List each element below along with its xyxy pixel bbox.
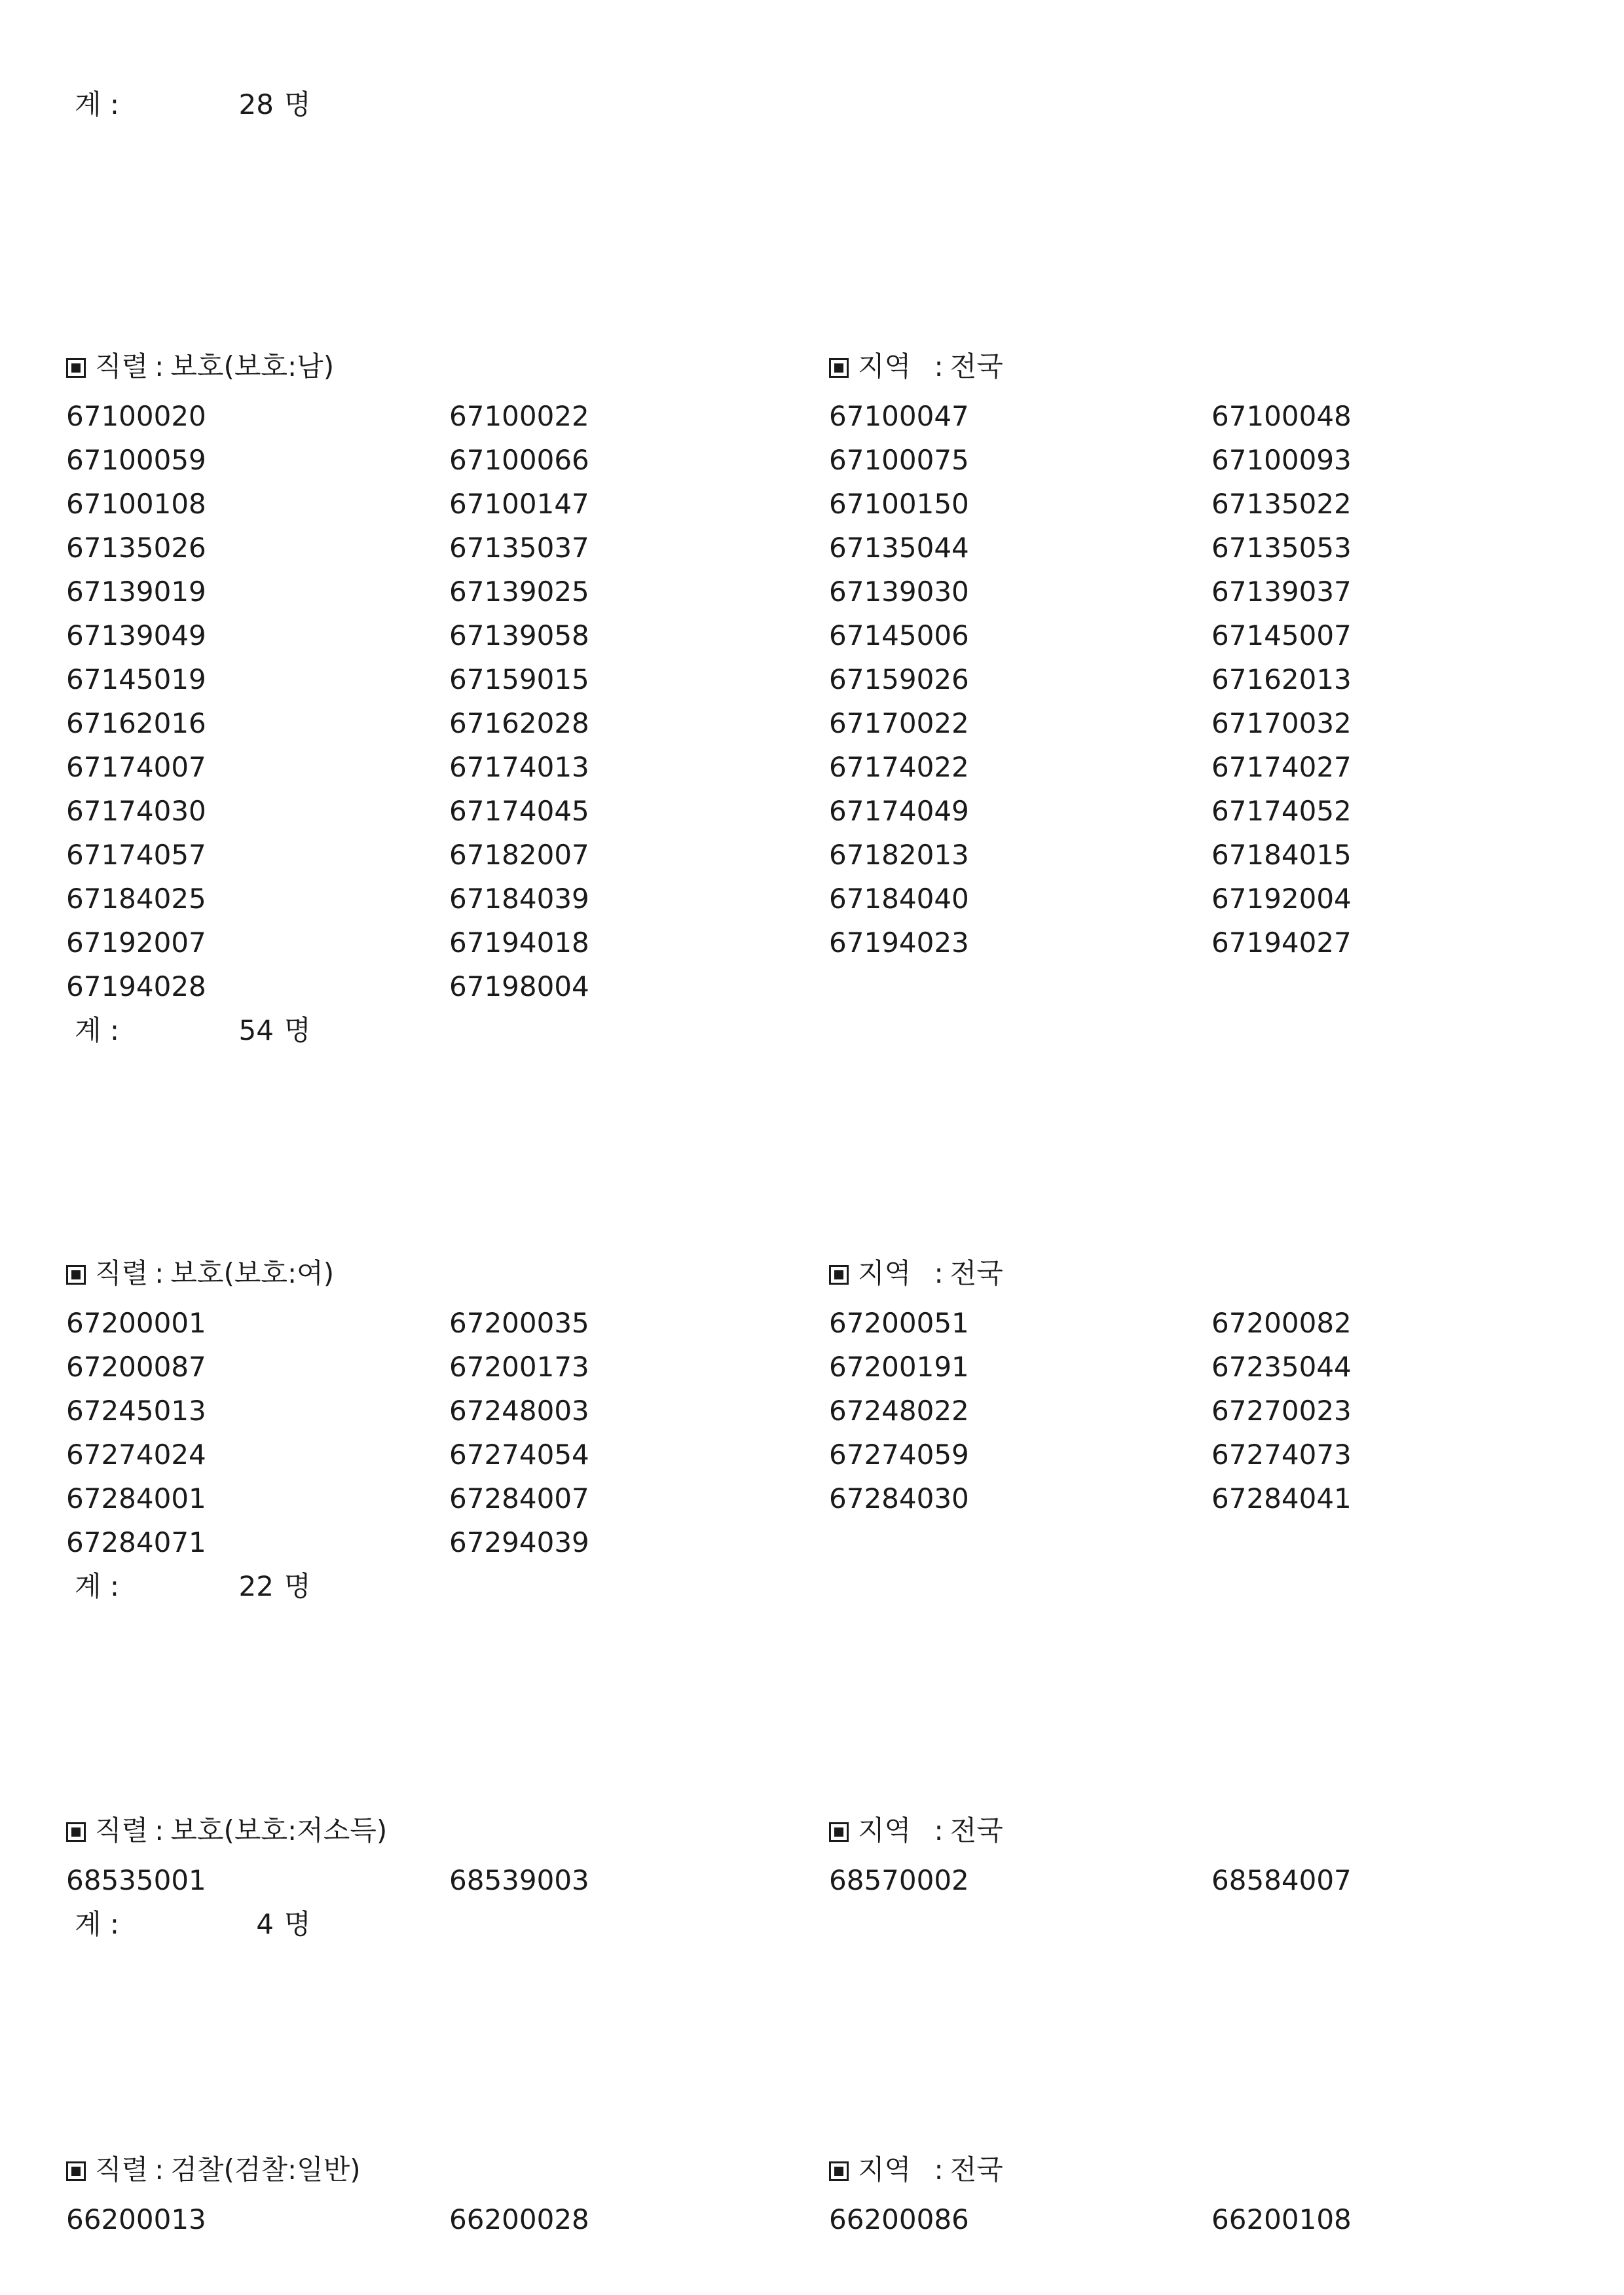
- id-number: 67100147: [449, 488, 589, 520]
- id-number: 67100150: [829, 488, 969, 520]
- total-line: [0, 1011, 1624, 1050]
- id-number: 66200028: [449, 2203, 589, 2235]
- region-heading: [829, 347, 1003, 386]
- square-bullet-icon: [66, 2161, 86, 2181]
- id-number: 67274073: [1211, 1439, 1352, 1471]
- series-label: 직렬: [95, 350, 149, 382]
- colon-separator: :: [155, 1257, 164, 1289]
- id-number: 67170032: [1211, 707, 1352, 739]
- id-number: 67145007: [1211, 619, 1352, 652]
- id-number: 67192004: [1211, 883, 1352, 915]
- id-number: 67284071: [66, 1526, 206, 1558]
- table-row: [0, 528, 1624, 568]
- id-number: 67145006: [829, 619, 969, 652]
- id-number: 68584007: [1211, 1864, 1352, 1896]
- table-row: [0, 835, 1624, 875]
- id-number: 67139058: [449, 619, 589, 652]
- id-number: 67139025: [449, 576, 589, 608]
- table-row: [0, 967, 1624, 1006]
- id-number: 67200087: [66, 1351, 206, 1383]
- table-row: [0, 572, 1624, 612]
- region-heading: [829, 1254, 1003, 1293]
- total-unit: 명: [284, 1908, 311, 1940]
- id-number: 67194023: [829, 927, 969, 959]
- id-number: 67174022: [829, 751, 969, 783]
- table-row: [0, 792, 1624, 831]
- series-heading: [66, 2150, 361, 2190]
- region-value: 전국: [950, 1257, 1003, 1289]
- id-number: 67248022: [829, 1395, 969, 1427]
- id-number: 67174057: [66, 839, 206, 871]
- section-header: [0, 1811, 1624, 1850]
- id-number: 68570002: [829, 1864, 969, 1896]
- total-unit: 명: [284, 1570, 311, 1602]
- id-number: 67174030: [66, 795, 206, 827]
- id-number: 67174007: [66, 751, 206, 783]
- id-number: 67294039: [449, 1526, 589, 1558]
- square-bullet-icon: [66, 358, 86, 378]
- series-heading: [66, 1254, 334, 1293]
- id-number: 67174049: [829, 795, 969, 827]
- series-value: 보호(보호:남): [170, 350, 335, 382]
- total-count: 22: [238, 1570, 274, 1602]
- section-header: [0, 2150, 1624, 2190]
- id-number: 67174052: [1211, 795, 1352, 827]
- table-row: [0, 1348, 1624, 1387]
- total-label: 계 :: [75, 1908, 120, 1940]
- id-number: 68539003: [449, 1864, 589, 1896]
- colon-separator: :: [925, 1257, 944, 1289]
- id-number: 67139019: [66, 576, 206, 608]
- id-number: 67184015: [1211, 839, 1352, 871]
- id-number: 67100048: [1211, 400, 1352, 432]
- square-bullet-icon: [66, 1822, 86, 1842]
- id-number: 67100075: [829, 444, 969, 476]
- id-number: 67162013: [1211, 663, 1352, 695]
- id-number: 67194018: [449, 927, 589, 959]
- series-label: 직렬: [95, 2154, 149, 2186]
- colon-separator: :: [925, 350, 944, 382]
- id-number: 67139049: [66, 619, 206, 652]
- region-value: 전국: [950, 350, 1003, 382]
- id-number: 68535001: [66, 1864, 206, 1896]
- id-number: 67200051: [829, 1307, 969, 1339]
- region-label: 지역: [858, 1257, 912, 1289]
- id-number: 67159026: [829, 663, 969, 695]
- colon-separator: :: [155, 2154, 164, 2186]
- id-number: 67135053: [1211, 532, 1352, 564]
- id-number: 67270023: [1211, 1395, 1352, 1427]
- id-number: 67174027: [1211, 751, 1352, 783]
- section-header: [0, 347, 1624, 386]
- id-number: 67135037: [449, 532, 589, 564]
- table-row: [0, 485, 1624, 524]
- id-number: 67174013: [449, 751, 589, 783]
- total-unit: 명: [284, 1014, 311, 1046]
- id-number: 67100022: [449, 400, 589, 432]
- id-number: 67284007: [449, 1482, 589, 1515]
- total-count: 4: [256, 1908, 274, 1940]
- id-number: 67184025: [66, 883, 206, 915]
- table-row: [0, 1435, 1624, 1475]
- table-row: [0, 616, 1624, 655]
- id-number: 67145019: [66, 663, 206, 695]
- id-number: 67139030: [829, 576, 969, 608]
- series-value: 검찰(검찰:일반): [170, 2154, 361, 2186]
- table-row: [0, 923, 1624, 963]
- id-number: 67159015: [449, 663, 589, 695]
- id-number: 67174045: [449, 795, 589, 827]
- region-value: 전국: [950, 1814, 1003, 1846]
- region-label: 지역: [858, 2154, 912, 2186]
- table-row: [0, 879, 1624, 919]
- id-number: 67194028: [66, 970, 206, 1002]
- total-line: [0, 1905, 1624, 1944]
- table-row: [0, 704, 1624, 743]
- id-number: 67162016: [66, 707, 206, 739]
- series-value: 보호(보호:저소득): [170, 1814, 388, 1846]
- id-number: 67100108: [66, 488, 206, 520]
- total-label: 계 :: [75, 1570, 120, 1602]
- table-row: [0, 2200, 1624, 2239]
- id-number: 67200035: [449, 1307, 589, 1339]
- region-value: 전국: [950, 2154, 1003, 2186]
- id-number: 67200082: [1211, 1307, 1352, 1339]
- table-row: [0, 397, 1624, 436]
- colon-separator: :: [155, 1814, 164, 1846]
- table-row: [0, 1861, 1624, 1900]
- id-number: 67284041: [1211, 1482, 1352, 1515]
- square-bullet-icon: [829, 358, 849, 378]
- id-number: 67248003: [449, 1395, 589, 1427]
- colon-separator: :: [155, 350, 164, 382]
- id-number: 67100047: [829, 400, 969, 432]
- total-count: 28: [238, 88, 274, 120]
- id-number: 67235044: [1211, 1351, 1352, 1383]
- table-row: [0, 1304, 1624, 1343]
- region-label: 지역: [858, 1814, 912, 1846]
- table-row: [0, 441, 1624, 480]
- id-number: 67245013: [66, 1395, 206, 1427]
- id-number: 67100020: [66, 400, 206, 432]
- colon-separator: :: [925, 1814, 944, 1846]
- total-line: [0, 1567, 1624, 1606]
- square-bullet-icon: [66, 1265, 86, 1285]
- total-label: 계 :: [75, 88, 120, 120]
- series-label: 직렬: [95, 1257, 149, 1289]
- series-heading: [66, 1811, 387, 1850]
- table-row: [0, 1479, 1624, 1518]
- id-number: 67162028: [449, 707, 589, 739]
- id-number: 67274059: [829, 1439, 969, 1471]
- square-bullet-icon: [829, 2161, 849, 2181]
- id-number: 67274054: [449, 1439, 589, 1471]
- id-number: 67100059: [66, 444, 206, 476]
- table-row: [0, 660, 1624, 699]
- id-number: 67139037: [1211, 576, 1352, 608]
- id-number: 66200108: [1211, 2203, 1352, 2235]
- table-row: [0, 1391, 1624, 1431]
- total-label: 계 :: [75, 1014, 120, 1046]
- id-number: 67184039: [449, 883, 589, 915]
- square-bullet-icon: [829, 1822, 849, 1842]
- colon-separator: :: [925, 2154, 944, 2186]
- id-number: 67194027: [1211, 927, 1352, 959]
- id-number: 67200001: [66, 1307, 206, 1339]
- series-label: 직렬: [95, 1814, 149, 1846]
- total-line: [0, 85, 1624, 124]
- id-number: 67170022: [829, 707, 969, 739]
- id-number: 67274024: [66, 1439, 206, 1471]
- table-row: [0, 748, 1624, 787]
- series-heading: [66, 347, 334, 386]
- region-heading: [829, 2150, 1003, 2190]
- id-number: 67200191: [829, 1351, 969, 1383]
- id-number: 67135026: [66, 532, 206, 564]
- id-number: 67100093: [1211, 444, 1352, 476]
- region-label: 지역: [858, 350, 912, 382]
- id-number: 67200173: [449, 1351, 589, 1383]
- id-number: 67135044: [829, 532, 969, 564]
- id-number: 67135022: [1211, 488, 1352, 520]
- total-count: 54: [238, 1014, 274, 1046]
- id-number: 67284001: [66, 1482, 206, 1515]
- id-number: 67198004: [449, 970, 589, 1002]
- id-number: 67284030: [829, 1482, 969, 1515]
- id-number: 67100066: [449, 444, 589, 476]
- table-row: [0, 1523, 1624, 1562]
- id-number: 66200013: [66, 2203, 206, 2235]
- id-number: 67182007: [449, 839, 589, 871]
- section-header: [0, 1254, 1624, 1293]
- id-number: 67184040: [829, 883, 969, 915]
- id-number: 67182013: [829, 839, 969, 871]
- region-heading: [829, 1811, 1003, 1850]
- id-number: 67192007: [66, 927, 206, 959]
- square-bullet-icon: [829, 1265, 849, 1285]
- id-number: 66200086: [829, 2203, 969, 2235]
- series-value: 보호(보호:여): [170, 1257, 335, 1289]
- total-unit: 명: [284, 88, 311, 120]
